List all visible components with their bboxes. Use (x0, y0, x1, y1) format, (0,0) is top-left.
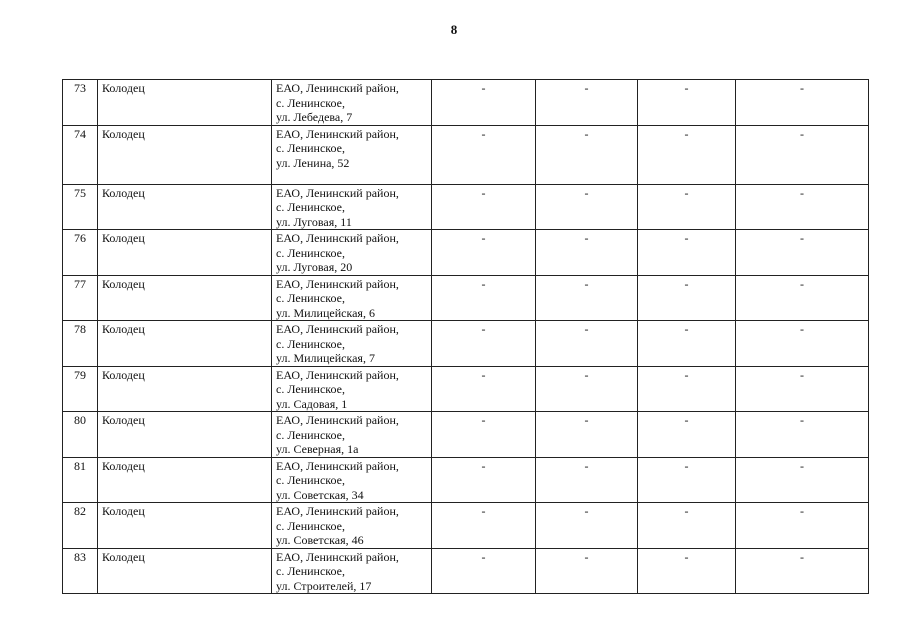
table-row (63, 230, 869, 276)
dash-cell: - (638, 457, 736, 503)
address-line: с. Ленинское, (276, 427, 345, 442)
address-line: ЕАО, Ленинский район, (276, 549, 399, 564)
address-line: ЕАО, Ленинский район, (276, 413, 399, 427)
dash-cell: - (638, 80, 736, 126)
address-cell (272, 125, 432, 184)
dash-cell: - (736, 321, 869, 367)
dash-cell: - (638, 184, 736, 230)
row-number-cell: 79 (63, 366, 98, 412)
dash-cell: - (536, 80, 638, 126)
address-line: с. Ленинское, (276, 382, 345, 396)
dash-cell: - (736, 366, 869, 412)
dash-cell: - (736, 275, 869, 321)
address-line: ул. Лебедева, 7 (276, 110, 353, 124)
table-row (63, 412, 869, 458)
row-number-cell: 82 (63, 503, 98, 549)
dash-cell: - (432, 366, 536, 412)
dash-cell: - (638, 412, 736, 458)
dash-cell: - (736, 457, 869, 503)
address-line: ул. Милицейская, 7 (276, 351, 375, 365)
dash-cell: - (536, 230, 638, 276)
row-number-cell: 77 (63, 275, 98, 321)
row-number-cell: 80 (63, 412, 98, 458)
dash-cell: - (432, 503, 536, 549)
table-row (63, 184, 869, 230)
dash-cell: - (536, 457, 638, 503)
dash-cell: - (736, 412, 869, 458)
address-line: ул. Ленина, 52 (276, 155, 350, 170)
registry-table (62, 79, 869, 594)
object-name-cell: Колодец (98, 184, 272, 230)
address-line: ул. Милицейская, 6 (276, 305, 375, 320)
address-line: ЕАО, Ленинский район, (276, 504, 399, 518)
address-cell (272, 230, 432, 276)
address-line: ул. Советская, 46 (276, 533, 364, 547)
address-line: ЕАО, Ленинский район, (276, 458, 399, 473)
dash-cell: - (536, 321, 638, 367)
dash-cell: - (736, 548, 869, 594)
address-line: ул. Строителей, 17 (276, 578, 372, 593)
dash-cell: - (432, 321, 536, 367)
object-name-cell: Колодец (98, 457, 272, 503)
address-cell (272, 503, 432, 549)
dash-cell: - (638, 503, 736, 549)
dash-cell: - (638, 125, 736, 184)
row-number-cell: 76 (63, 230, 98, 276)
address-line: с. Ленинское, (276, 291, 345, 305)
table-row (63, 125, 869, 184)
address-line: с. Ленинское, (276, 336, 345, 351)
address-line: с. Ленинское, (276, 95, 345, 110)
table-row (63, 503, 869, 549)
table-row (63, 80, 869, 126)
address-line: ЕАО, Ленинский район, (276, 231, 399, 245)
row-number-cell: 75 (63, 184, 98, 230)
dash-cell: - (736, 184, 869, 230)
table-row (63, 321, 869, 367)
dash-cell: - (432, 457, 536, 503)
row-number-cell: 73 (63, 80, 98, 126)
address-cell (272, 366, 432, 412)
dash-cell: - (432, 125, 536, 184)
object-name-cell: Колодец (98, 321, 272, 367)
address-line: ЕАО, Ленинский район, (276, 126, 399, 141)
dash-cell: - (432, 80, 536, 126)
dash-cell: - (638, 366, 736, 412)
object-name-cell: Колодец (98, 230, 272, 276)
dash-cell: - (536, 503, 638, 549)
table-body (63, 80, 869, 594)
object-name-cell: Колодец (98, 366, 272, 412)
dash-cell: - (536, 184, 638, 230)
table-row (63, 457, 869, 503)
dash-cell: - (536, 275, 638, 321)
dash-cell: - (432, 275, 536, 321)
dash-cell: - (638, 321, 736, 367)
address-line: с. Ленинское, (276, 200, 345, 214)
address-cell (272, 457, 432, 503)
object-name-cell: Колодец (98, 548, 272, 594)
dash-cell: - (638, 548, 736, 594)
object-name-cell: Колодец (98, 80, 272, 126)
row-number-cell: 74 (63, 125, 98, 184)
address-line: ЕАО, Ленинский район, (276, 276, 399, 291)
address-cell (272, 321, 432, 367)
address-line: с. Ленинское, (276, 564, 345, 578)
table-row (63, 275, 869, 321)
object-name-cell: Колодец (98, 275, 272, 321)
address-line: с. Ленинское, (276, 473, 345, 487)
row-number-cell: 81 (63, 457, 98, 503)
dash-cell: - (736, 80, 869, 126)
address-line: ул. Луговая, 11 (276, 214, 352, 229)
row-number-cell: 78 (63, 321, 98, 367)
dash-cell: - (736, 125, 869, 184)
table-row (63, 548, 869, 594)
dash-cell: - (536, 125, 638, 184)
address-cell (272, 412, 432, 458)
table-row (63, 366, 869, 412)
address-line: с. Ленинское, (276, 245, 345, 260)
address-line: с. Ленинское, (276, 518, 345, 533)
dash-cell: - (536, 412, 638, 458)
dash-cell: - (736, 230, 869, 276)
address-line: ЕАО, Ленинский район, (276, 367, 399, 382)
object-name-cell: Колодец (98, 412, 272, 458)
address-line: ЕАО, Ленинский район, (276, 81, 399, 95)
address-line: ЕАО, Ленинский район, (276, 185, 399, 200)
address-line: ул. Северная, 1а (276, 442, 359, 456)
object-name-cell: Колодец (98, 503, 272, 549)
address-line: с. Ленинское, (276, 141, 345, 155)
page-number: 8 (450, 22, 458, 37)
address-line: ул. Советская, 34 (276, 487, 364, 502)
address-line: ул. Садовая, 1 (276, 396, 348, 411)
dash-cell: - (432, 230, 536, 276)
dash-cell: - (638, 275, 736, 321)
dash-cell: - (736, 503, 869, 549)
address-line: ул. Луговая, 20 (276, 260, 353, 274)
dash-cell: - (536, 366, 638, 412)
address-line: ЕАО, Ленинский район, (276, 322, 399, 336)
address-cell (272, 80, 432, 126)
dash-cell: - (432, 548, 536, 594)
address-cell (272, 184, 432, 230)
address-cell (272, 548, 432, 594)
object-name-cell: Колодец (98, 125, 272, 184)
row-number-cell: 83 (63, 548, 98, 594)
dash-cell: - (432, 184, 536, 230)
dash-cell: - (536, 548, 638, 594)
address-cell (272, 275, 432, 321)
dash-cell: - (432, 412, 536, 458)
dash-cell: - (638, 230, 736, 276)
